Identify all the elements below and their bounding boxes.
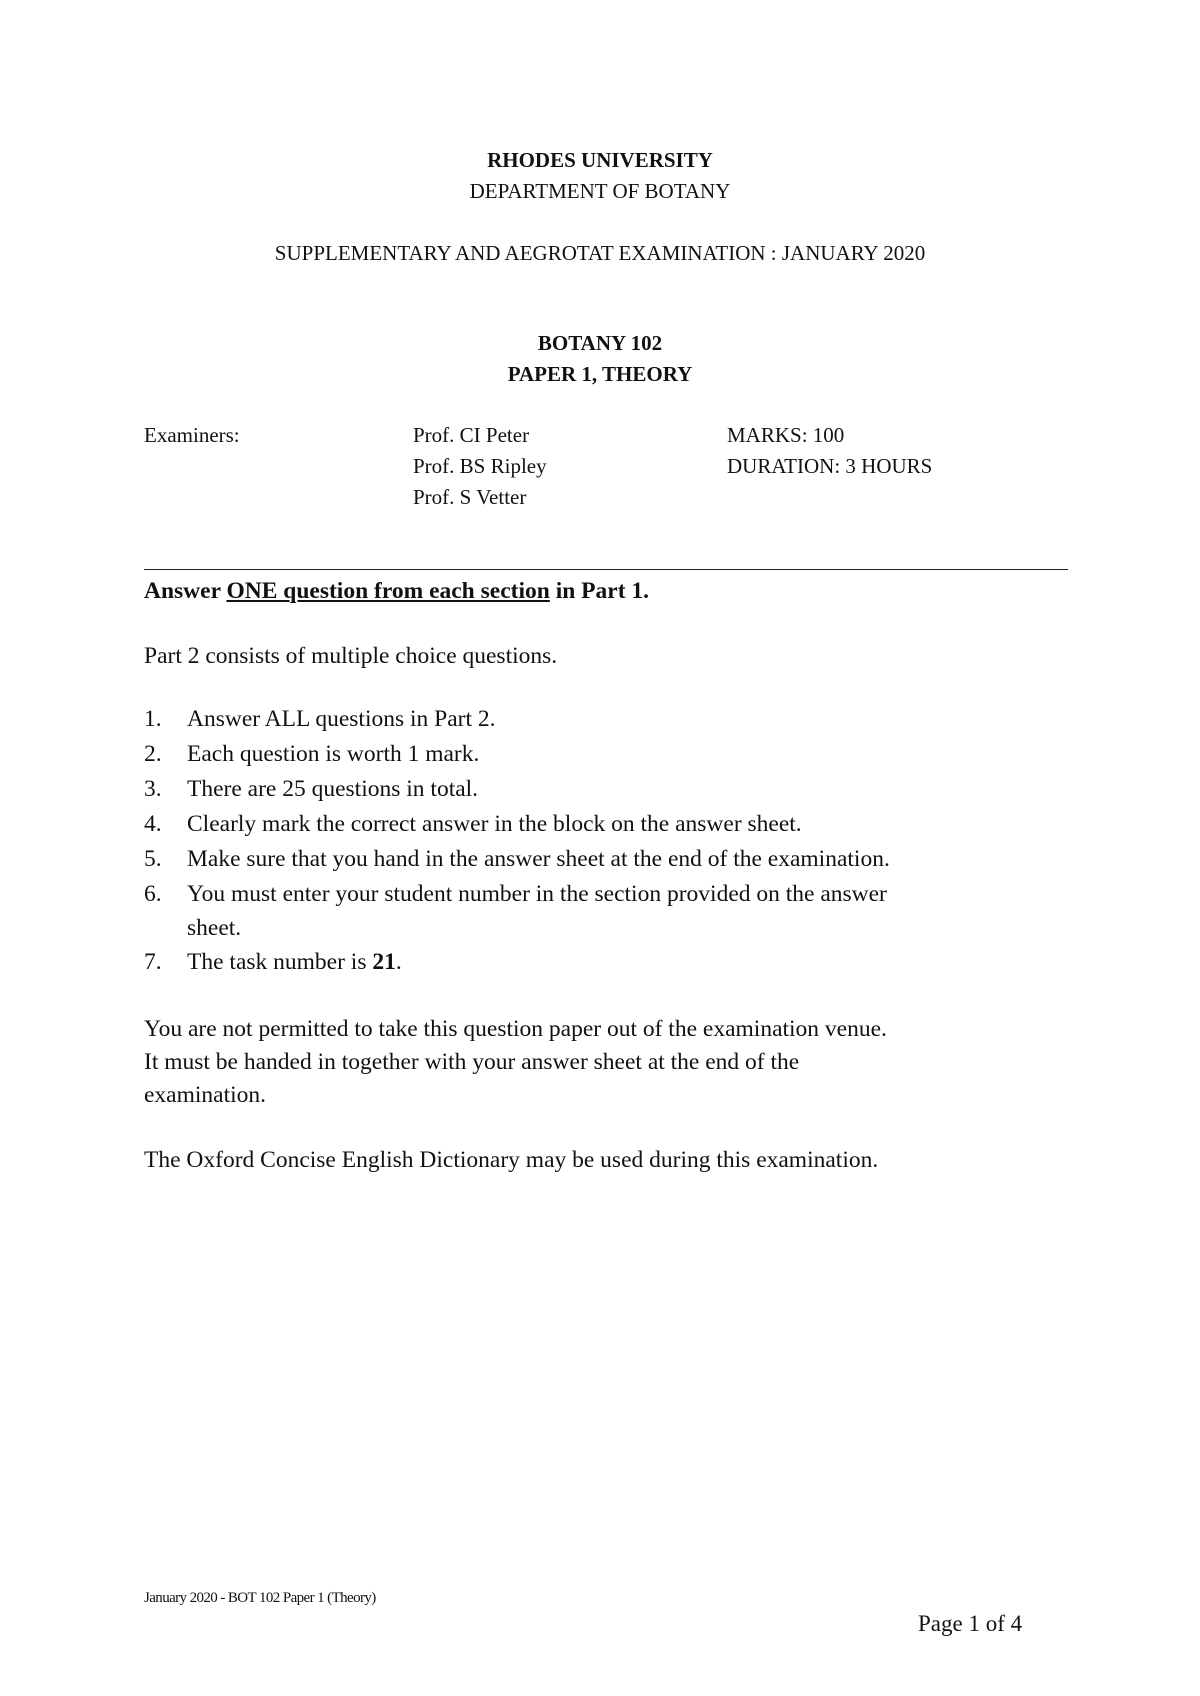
item-text: You must enter your student number in the section provided on the answer — [187, 881, 887, 907]
footer-title: January 2020 - BOT 102 Paper 1 (Theory) — [144, 1590, 376, 1606]
intro-text: Answer — [144, 578, 227, 604]
item-text: Clearly mark the correct answer in the block on the answer sheet. — [187, 811, 802, 837]
dictionary-notice: The Oxford Concise English Dictionary may be used during this examination. — [144, 1147, 879, 1173]
item-number: 1. — [144, 706, 162, 732]
divider — [144, 569, 1068, 570]
answer-instruction — [144, 578, 649, 605]
part2-description: Part 2 consists of multiple choice questions. — [144, 643, 558, 669]
item-number: 4. — [144, 811, 162, 837]
examiner-name: Prof. CI Peter — [413, 423, 530, 447]
task-number: 21 — [372, 949, 396, 975]
course-title: BOTANY 102 — [537, 331, 663, 355]
marks: MARKS: 100 — [727, 423, 845, 447]
instruction-list — [0, 706, 1200, 976]
item-number: 7. — [144, 949, 162, 975]
venue-notice-line: It must be handed in together with your answer sheet at the end of the — [144, 1049, 800, 1075]
university-name: RHODES UNIVERSITY — [487, 148, 713, 172]
item-text: Answer ALL questions in Part 2. — [187, 706, 496, 732]
duration: DURATION: 3 HOURS — [727, 454, 933, 478]
exam-title: SUPPLEMENTARY AND AEGROTAT EXAMINATION : JANUARY 2020 — [274, 241, 926, 265]
task-number-period: . — [395, 949, 402, 975]
item-number: 2. — [144, 741, 162, 767]
examiners-label: Examiners: — [144, 423, 240, 447]
item-number: 3. — [144, 776, 162, 802]
intro-underlined: ONE question from each section — [226, 578, 550, 604]
examiner-name: Prof. BS Ripley — [413, 454, 547, 478]
item-number: 6. — [144, 881, 162, 907]
item-text: Each question is worth 1 mark. — [187, 741, 480, 767]
item-text: Make sure that you hand in the answer sheet at the end of the examination. — [187, 846, 890, 872]
item-text: There are 25 questions in total. — [187, 776, 479, 802]
task-number-label: The task number is — [187, 949, 373, 975]
intro-text-end: in Part 1. — [549, 578, 650, 604]
venue-notice-line: examination. — [144, 1082, 267, 1108]
item-number: 5. — [144, 846, 162, 872]
department-name: DEPARTMENT OF BOTANY — [469, 179, 731, 203]
paper-title: PAPER 1, THEORY — [507, 362, 693, 386]
page-number: Page 1 of 4 — [918, 1611, 1023, 1636]
venue-notice-line: You are not permitted to take this question paper out of the examination venue. — [144, 1016, 887, 1042]
item-text-continued: sheet. — [187, 915, 242, 941]
item-text — [187, 949, 402, 976]
examiner-name: Prof. S Vetter — [413, 485, 527, 509]
